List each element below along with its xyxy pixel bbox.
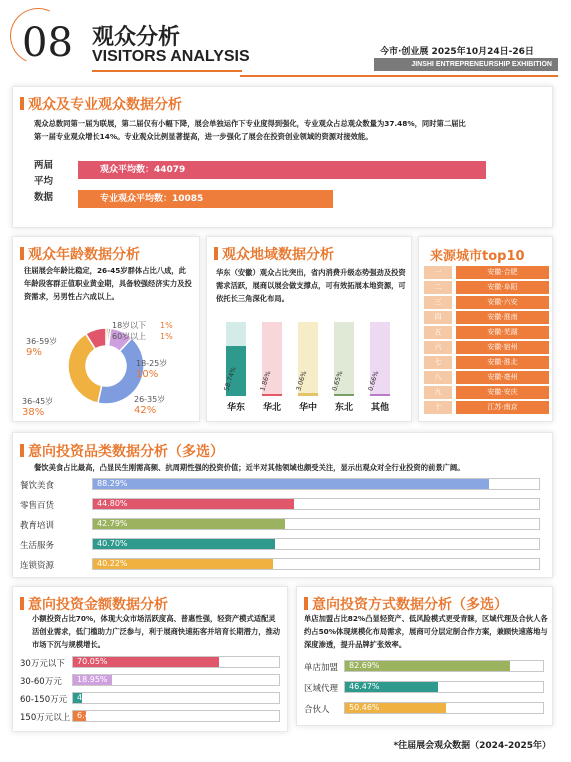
region-value-label: 0.65% (330, 369, 345, 392)
bar-category-label: 区域代理 (304, 684, 339, 694)
bar-track (92, 538, 540, 550)
bar-category-label: 生活服务 (20, 541, 55, 551)
region-category-label: 华中 (298, 403, 317, 413)
top10-city: 安徽·亳州 (456, 371, 549, 384)
bar-track (344, 681, 544, 693)
top10-rank: 四 (424, 311, 452, 324)
top10-city: 安徽·芜湖 (456, 326, 549, 339)
amount-bar-chart (20, 656, 282, 728)
pie-value: 38% (22, 407, 45, 418)
pie-label: 36-45岁 (22, 397, 54, 406)
region-axis-labels (220, 400, 404, 414)
top10-item (424, 296, 549, 309)
top10-rank: 二 (424, 281, 452, 294)
top10-city: 江苏·南京 (456, 401, 549, 414)
title-marker (20, 97, 24, 110)
page-subtitle: VISITORS ANALYSIS (92, 48, 250, 65)
bar-category-label: 30-60万元 (20, 677, 62, 687)
region-category-label: 华东 (226, 403, 245, 413)
pie-value: 10% (136, 369, 159, 380)
title-marker (20, 597, 24, 610)
bar-category-label: 连锁资源 (20, 561, 55, 571)
pie-value: 1% (160, 321, 173, 330)
footnote: *往届展会观众数据（2024-2025年） (393, 741, 551, 751)
region-bar (370, 394, 390, 396)
amount-text: 小额投资占比70%，体现大众市场活跃度高、普惠性强，轻资产模式适配灵活创业需求，低门槛助力广泛参与，利于展商快速拓客并培育长期潜力，推动市场下沉与规模增长。 (32, 614, 281, 649)
title-underline (92, 70, 242, 72)
bar-fill: 40.22% (93, 559, 273, 569)
pie-label: 36-59岁 (26, 337, 58, 346)
bar-fill: 88.29% (93, 479, 489, 489)
mode-text: 单店加盟占比82%凸显轻资产、低风险模式更受青睐，区域代理及合伙人各约占50%体现规模化布局需求，展商可分层定制合作方案，兼顾快速落地与深度渗透，提升品牌扩张效率。 (304, 614, 548, 649)
bar-fill: 4.55% (73, 693, 82, 703)
top10-rank: 三 (424, 296, 452, 309)
title-marker (20, 444, 24, 457)
overview-title (20, 94, 182, 114)
region-text: 华东（安徽）观众占比突出，省内消费升级态势强劲及投资需求活跃，展商以展会做支撑点，可有效拓展本地资源，可依托长三角深化布局。 (216, 268, 406, 303)
bar-track (92, 478, 540, 490)
bar-track (92, 518, 540, 530)
bar-track (72, 674, 280, 686)
bar-fill: 6.45% (73, 711, 86, 721)
top10-item (424, 356, 549, 369)
pie-label: 60岁以上 (112, 332, 147, 341)
top10-item (424, 371, 549, 384)
bar-fill: 18.95% (73, 675, 112, 685)
region-category-label: 东北 (334, 403, 353, 413)
top10-rank: 五 (424, 326, 452, 339)
bar-track (72, 656, 280, 668)
top10-city: 安徽·合肥 (456, 266, 549, 279)
top10-rank: 七 (424, 356, 452, 369)
amount-title-text: 意向投资金额数据分析 (28, 597, 168, 613)
top10-city: 安徽·安庆 (456, 386, 549, 399)
top10-rank: 九 (424, 386, 452, 399)
exhibition-band: JINSHI ENTREPRENEURSHIP EXHIBITION (374, 58, 558, 71)
bar-fill: 42.79% (93, 519, 285, 529)
region-value-label: 0.66% (366, 369, 381, 392)
top10-item (424, 386, 549, 399)
amount-title (20, 594, 168, 614)
mode-title (304, 594, 508, 614)
region-bar (334, 394, 354, 396)
visitor-average-bar: 观众平均数：44079 (78, 161, 486, 179)
top10-item (424, 311, 549, 324)
category-text: 餐饮美食占比最高，凸显民生刚需高频、抗周期性强的投资价值；近半对其他领域也颇受关注，显示出观众对全行业投资的前景广阔。 (34, 463, 465, 472)
top10-rank: 六 (424, 341, 452, 354)
top10-item (424, 341, 549, 354)
bar-category-label: 零售百货 (20, 501, 55, 511)
top10-rank: 十 (424, 401, 452, 414)
region-value-label: 3.06% (294, 369, 309, 392)
bar-category-label: 150万元以上 (20, 713, 71, 723)
pie-value: 42% (134, 405, 157, 416)
category-title (20, 441, 224, 461)
header-rule (240, 75, 558, 77)
bar-fill: 50.46% (345, 703, 446, 713)
top10-item (424, 326, 549, 339)
bar-category-label: 60-150万元 (20, 695, 68, 705)
region-title (214, 244, 334, 264)
region-bar (298, 393, 318, 396)
top10-city: 安徽·六安 (456, 296, 549, 309)
top10-list (424, 266, 549, 416)
bar-track (92, 498, 540, 510)
overview-label (34, 158, 53, 206)
bar-track (344, 702, 544, 714)
title-marker (304, 597, 308, 610)
bar-track (344, 660, 544, 672)
top10-item (424, 281, 549, 294)
top10-item (424, 401, 549, 414)
mode-bar-chart (304, 660, 546, 720)
pie-value: 1% (160, 332, 173, 341)
bar-fill: 70.05% (73, 657, 219, 667)
bar-category-label: 教育培训 (20, 521, 55, 531)
overview-text-1: 观众总数同第一届为联展，第二届仅有小幅下降，展会单独运作下专业度得到强化，专业观众占总观众数量为37.48%，同时第二届比 (34, 119, 466, 128)
section-number: 08 (22, 20, 73, 66)
category-bar-chart (20, 478, 545, 574)
category-title-text: 意向投资品类数据分析（多选） (28, 444, 224, 460)
top10-city: 安徽·宿州 (456, 341, 549, 354)
age-title-text: 观众年龄数据分析 (28, 247, 140, 263)
region-category-label: 其他 (370, 403, 389, 413)
exhibition-date: 今市·创业展 2025年10月24日-26日 (380, 47, 534, 57)
top10-rank: 八 (424, 371, 452, 384)
bar-category-label: 单店加盟 (304, 663, 339, 673)
overview-text-2: 第一届专业观众增长14%。专业观众比例显著提高，进一步强化了展会在投资创业领域的资源对接效能。 (34, 132, 373, 141)
bar-fill: 46.47% (345, 682, 438, 692)
title-marker (214, 247, 218, 260)
bar-category-label: 餐饮美食 (20, 481, 55, 491)
mode-title-text: 意向投资方式数据分析（多选） (312, 597, 508, 613)
bar-category-label: 合伙人 (304, 705, 330, 715)
pie-value: 9% (26, 347, 42, 358)
overview-title-text: 观众及专业观众数据分析 (28, 97, 182, 113)
overview-label-line: 平均 (34, 176, 54, 187)
region-value-label: 1.86% (258, 369, 273, 392)
pro-visitor-average-bar: 专业观众平均数：10085 (78, 190, 333, 208)
bar-track (72, 692, 280, 704)
top10-item (424, 266, 549, 279)
bar-track (72, 710, 280, 722)
bar-track (92, 558, 540, 570)
age-text: 往届展会年龄比稳定，26-45岁群体占比八成，此年龄段客群正值职业黄金期，具备较强经济实力及投资需求，另男性占六成以上。 (24, 266, 192, 301)
top10-rank: 一 (424, 266, 452, 279)
region-bar-chart (220, 322, 404, 396)
bar-fill: 44.80% (93, 499, 294, 509)
pie-label: 18-25岁 (136, 359, 168, 368)
bar-fill: 40.70% (93, 539, 275, 549)
top10-city: 安徽·淮南 (456, 311, 549, 324)
region-bar (262, 394, 282, 396)
overview-label-line: 数据 (34, 192, 54, 203)
page-title: 观众分析 (92, 25, 181, 50)
region-title-text: 观众地域数据分析 (222, 247, 334, 263)
region-category-label: 华北 (262, 403, 281, 413)
overview-label-line: 两届 (34, 160, 54, 171)
age-title (20, 244, 140, 264)
bar-category-label: 30万元以下 (20, 659, 65, 669)
top10-title: 来源城市top10 (430, 249, 525, 264)
pie-label: 18岁以下 (112, 321, 147, 330)
top10-city: 安徽·淮北 (456, 356, 549, 369)
region-value-label: 58.74% (222, 365, 238, 392)
bar-fill: 82.69% (345, 661, 510, 671)
title-marker (20, 247, 24, 260)
top10-city: 安徽·阜阳 (456, 281, 549, 294)
pie-label: 26-35岁 (134, 395, 166, 404)
age-pie-chart (12, 312, 200, 422)
